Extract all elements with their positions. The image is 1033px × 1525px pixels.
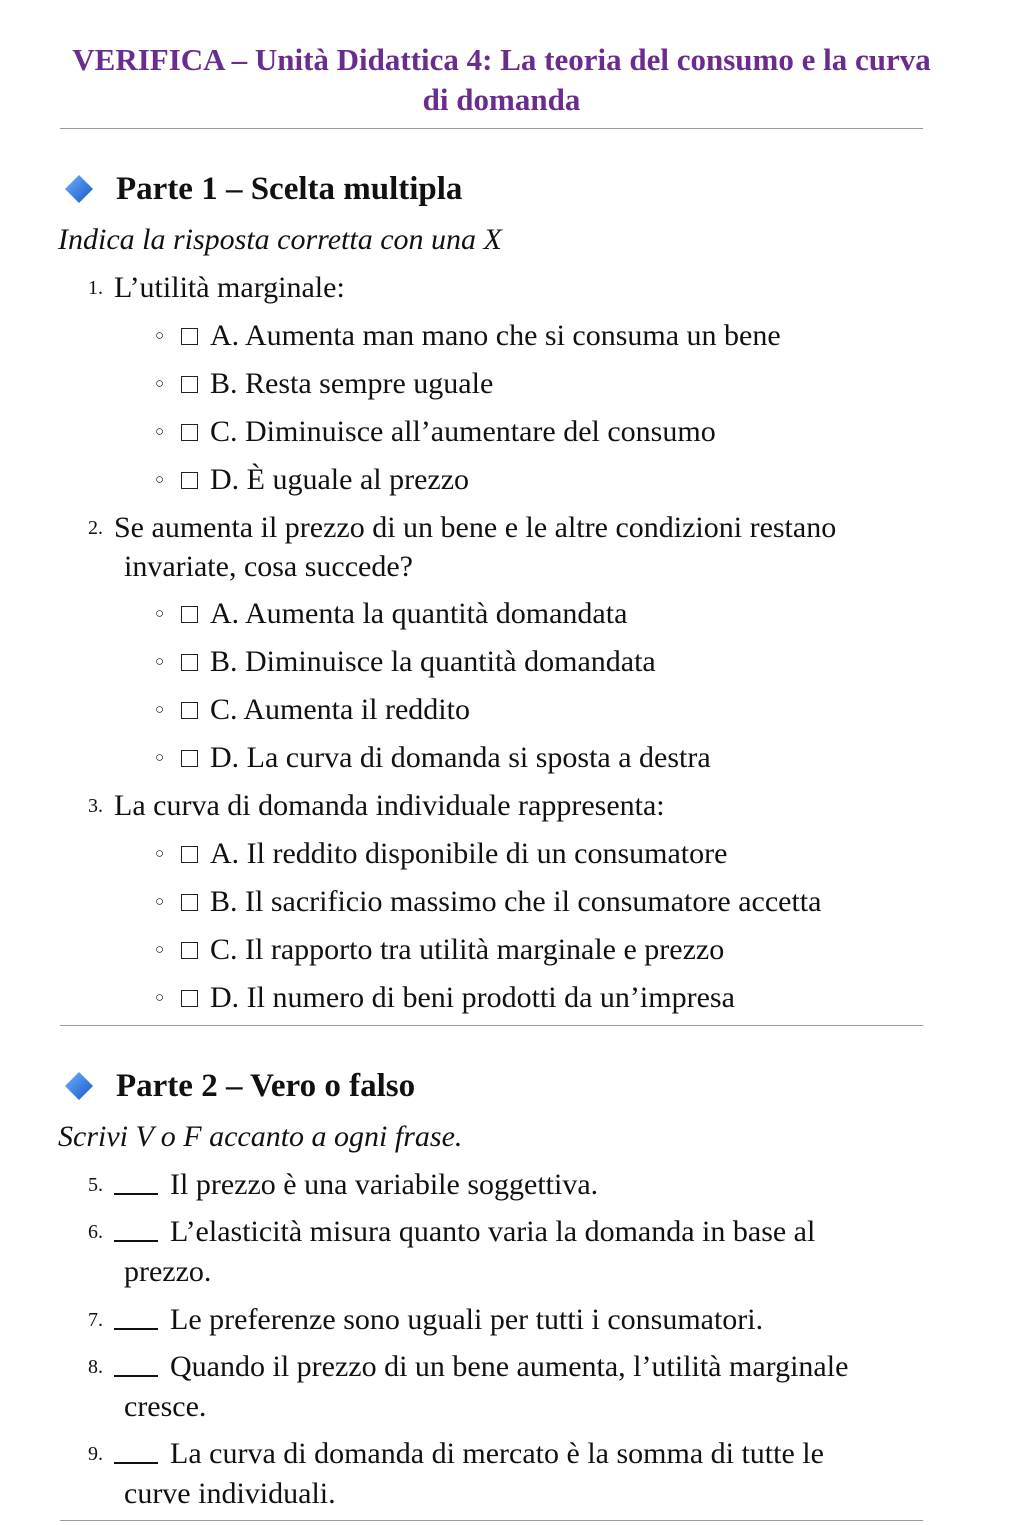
bullet-icon: ○ [155, 750, 165, 766]
checkbox[interactable] [181, 472, 198, 489]
option-1a[interactable]: ○ A. Aumenta man mano che si consuma un bene [155, 316, 781, 356]
diamond-icon [64, 174, 94, 204]
statement-text-cont: cresce. [124, 1390, 207, 1423]
option-3a[interactable]: ○ A. Il reddito disponibile di un consumatore [155, 834, 727, 874]
statement-text: Le preferenze sono uguali per tutti i consumatori. [170, 1303, 764, 1336]
bullet-icon: ○ [155, 472, 165, 488]
option-2d[interactable]: ○ D. La curva di domanda si sposta a destra [155, 738, 711, 778]
statement-row [0, 1300, 1033, 1340]
statement-row [0, 1434, 1033, 1514]
option-2b[interactable]: ○ B. Diminuisce la quantità domandata [155, 642, 656, 682]
part1-instruction: Indica la risposta corretta con una X [58, 223, 502, 256]
answer-blank[interactable] [114, 1240, 158, 1242]
option-2c[interactable]: ○ C. Aumenta il reddito [155, 690, 470, 730]
checkbox[interactable] [181, 606, 198, 623]
bullet-icon: ○ [155, 376, 165, 392]
question-number: 3. [88, 795, 103, 817]
option-1c[interactable]: ○ C. Diminuisce all’aumentare del consumo [155, 412, 716, 452]
statement-number: 6. [88, 1221, 103, 1243]
option-3c[interactable]: ○ C. Il rapporto tra utilità marginale e prezzo [155, 930, 724, 970]
question-number: 2. [88, 517, 103, 539]
checkbox[interactable] [181, 328, 198, 345]
statement-number: 8. [88, 1356, 103, 1378]
statement-row [0, 1347, 1033, 1427]
checkbox[interactable] [181, 750, 198, 767]
statement-number: 7. [88, 1309, 103, 1331]
answer-blank[interactable] [114, 1375, 158, 1377]
statement-number: 5. [88, 1174, 103, 1196]
answer-blank[interactable] [114, 1462, 158, 1464]
divider [60, 1025, 923, 1026]
checkbox[interactable] [181, 654, 198, 671]
statement-text: Quando il prezzo di un bene aumenta, l’utilità marginale [170, 1350, 849, 1383]
part2-heading-row [64, 1063, 415, 1109]
bullet-icon: ○ [155, 606, 165, 622]
checkbox[interactable] [181, 846, 198, 863]
statement-text-cont: curve individuali. [124, 1477, 336, 1510]
diamond-icon [64, 1071, 94, 1101]
question-number: 1. [88, 277, 103, 299]
statement-number: 9. [88, 1443, 103, 1465]
option-2a[interactable]: ○ A. Aumenta la quantità domandata [155, 594, 627, 634]
checkbox[interactable] [181, 424, 198, 441]
checkbox[interactable] [181, 942, 198, 959]
question-text: L’utilità marginale: [114, 271, 345, 304]
bullet-icon: ○ [155, 424, 165, 440]
answer-blank[interactable] [114, 1193, 158, 1195]
statement-row [0, 1212, 1033, 1292]
bullet-icon: ○ [155, 846, 165, 862]
option-3d[interactable]: ○ D. Il numero di beni prodotti da un’impresa [155, 978, 735, 1018]
bullet-icon: ○ [155, 942, 165, 958]
bullet-icon: ○ [155, 654, 165, 670]
part1-heading: Parte 1 – Scelta multipla [116, 170, 463, 207]
page-title: VERIFICA – Unità Didattica 4: La teoria del consumo e la curva di domanda [72, 42, 931, 117]
part1-heading-row [64, 166, 462, 212]
checkbox[interactable] [181, 702, 198, 719]
checkbox[interactable] [181, 990, 198, 1007]
divider [60, 1520, 923, 1521]
statement-text: Il prezzo è una variabile soggettiva. [170, 1168, 599, 1201]
answer-blank[interactable] [114, 1328, 158, 1330]
option-1b[interactable]: ○ B. Resta sempre uguale [155, 364, 493, 404]
statement-text: La curva di domanda di mercato è la somma di tutte le [170, 1437, 824, 1470]
checkbox[interactable] [181, 894, 198, 911]
option-1d[interactable]: ○ D. È uguale al prezzo [155, 460, 469, 500]
statement-text: L’elasticità misura quanto varia la domanda in base al [170, 1215, 816, 1248]
statement-row [0, 1165, 1033, 1205]
part2-instruction: Scrivi V o F accanto a ogni frase. [58, 1120, 463, 1153]
divider [60, 128, 923, 129]
bullet-icon: ○ [155, 328, 165, 344]
checkbox[interactable] [181, 376, 198, 393]
question-text: Se aumenta il prezzo di un bene e le altre condizioni restano [114, 511, 837, 544]
question-text: La curva di domanda individuale rappresenta: [114, 789, 665, 822]
bullet-icon: ○ [155, 990, 165, 1006]
option-3b[interactable]: ○ B. Il sacrificio massimo che il consumatore accetta [155, 882, 821, 922]
statement-text-cont: prezzo. [124, 1255, 212, 1288]
bullet-icon: ○ [155, 894, 165, 910]
bullet-icon: ○ [155, 702, 165, 718]
part2-heading: Parte 2 – Vero o falso [116, 1067, 416, 1104]
question-text-cont: invariate, cosa succede? [124, 550, 413, 583]
